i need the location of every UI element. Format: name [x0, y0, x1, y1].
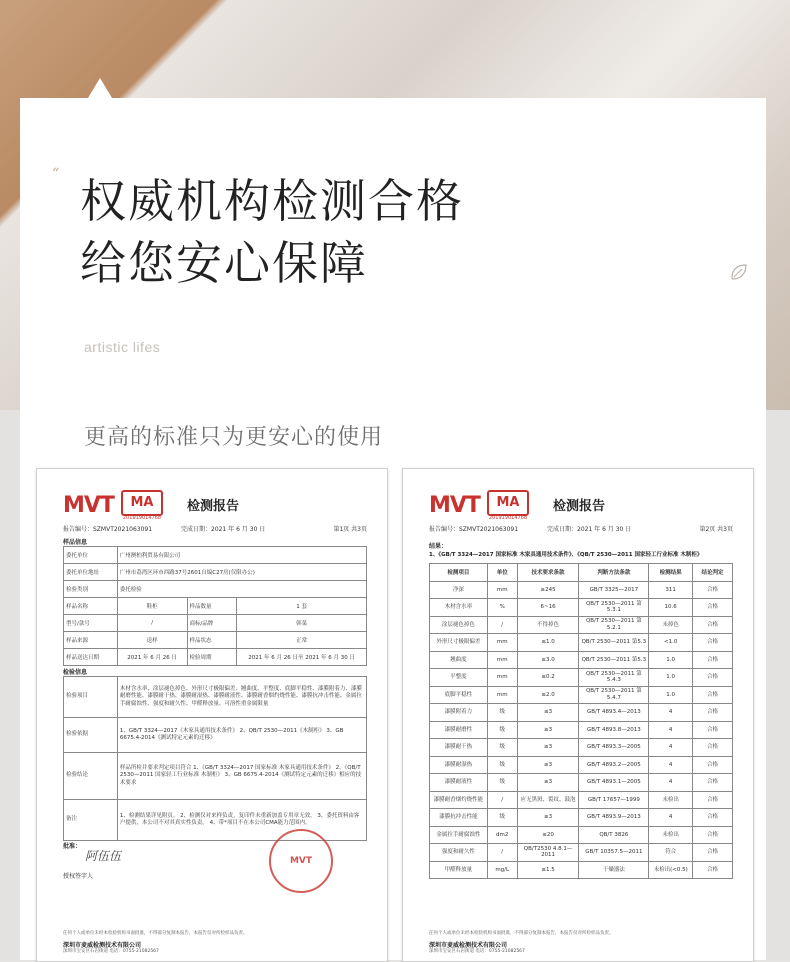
table-cell: / — [487, 616, 517, 634]
table-cell: 样品送达日期 — [64, 649, 118, 666]
table-row — [430, 686, 733, 704]
table-cell: mm — [487, 581, 517, 599]
table-cell: 单位 — [487, 564, 517, 582]
report-page: 第2页 共3页 — [699, 526, 733, 533]
table-cell: dm2 — [487, 826, 517, 844]
table-cell: 漆膜抗冲击性能 — [430, 809, 488, 827]
table-cell: 1.0 — [649, 651, 693, 669]
table-cell: 委托单位地址 — [64, 564, 118, 581]
table-cell: 干燥器法 — [579, 861, 649, 879]
table-cell: 合格 — [693, 651, 733, 669]
table-cell: 1.0 — [649, 686, 693, 704]
signature: 阿伍伍 — [85, 849, 122, 863]
table-cell: 金属拉手耐腐蚀性 — [430, 826, 488, 844]
table-cell: 未掉色 — [649, 616, 693, 634]
table-row — [64, 718, 367, 753]
table-cell: 4 — [649, 756, 693, 774]
table-cell: 1.0 — [649, 669, 693, 687]
table-cell: 合格 — [693, 599, 733, 617]
table-cell: 未检出 — [649, 826, 693, 844]
table-cell: GB/T 17657—1999 — [579, 791, 649, 809]
table-cell: ≤20 — [517, 826, 579, 844]
table-row — [430, 581, 733, 599]
table-row — [64, 649, 367, 666]
table-cell: ≥3 — [517, 774, 579, 792]
table-cell: 样品数量 — [187, 598, 237, 615]
table-row — [430, 739, 733, 757]
table-cell: ≤3 — [517, 704, 579, 722]
table-cell: ≥3 — [517, 809, 579, 827]
table-cell: QB/T 2530—2011 第5.4.7 — [579, 686, 649, 704]
table-cell: 合格 — [693, 739, 733, 757]
card-pointer — [88, 78, 112, 98]
report-number: 报告编号：SZMVT2021063091 — [429, 526, 519, 533]
table-cell: 样品来源 — [64, 632, 118, 649]
table-cell: mm — [487, 669, 517, 687]
table-cell: GB/T 4893.4—2013 — [579, 704, 649, 722]
signer-label: 授权签字人 — [63, 873, 94, 880]
table-cell: ≤1.0 — [517, 634, 579, 652]
table-row — [64, 615, 367, 632]
footer-note: 任何个人或单位未经本检验机构书面批准，不得部分复制本报告，本报告仅对所检样品负责。 — [429, 931, 614, 936]
table-cell: 委托单位 — [64, 547, 118, 564]
mvt-logo: MVT — [429, 493, 480, 518]
table-cell: 合格 — [693, 669, 733, 687]
results-table — [429, 563, 733, 879]
table-cell: <1.0 — [649, 634, 693, 652]
table-row — [430, 651, 733, 669]
table-cell: 检验类别 — [64, 581, 118, 598]
table-cell: 级 — [487, 704, 517, 722]
table-cell: GB/T 4893.9—2013 — [579, 809, 649, 827]
table-cell: 1、GB/T 3324—2017《木家具通用技术条件》 2、QB/T 2530—2011《木制柜》 3、GB 6675.4-2014《测试特定元素的迁移》 — [117, 718, 366, 753]
table-cell: 型号/款号 — [64, 615, 118, 632]
table-cell: 合格 — [693, 774, 733, 792]
table-cell: 检验项目 — [64, 677, 118, 718]
table-cell: GB/T 4893.8—2013 — [579, 721, 649, 739]
table-cell: 级 — [487, 809, 517, 827]
table-cell: 不得掉色 — [517, 616, 579, 634]
table-cell: 外形尺寸极限偏差 — [430, 634, 488, 652]
table-row — [430, 844, 733, 862]
table-cell: QB/T 3826 — [579, 826, 649, 844]
leaf-icon — [729, 262, 749, 282]
table-cell: ≤0.2 — [517, 669, 579, 687]
table-cell: ≤2.0 — [517, 686, 579, 704]
table-cell: 符合 — [649, 844, 693, 862]
table-cell: GB/T 4893.2—2005 — [579, 756, 649, 774]
table-cell: GB/T 3325—2017 — [579, 581, 649, 599]
table-row — [430, 861, 733, 879]
table-row — [430, 634, 733, 652]
official-seal: MVT — [269, 829, 333, 893]
table-cell: 正常 — [237, 632, 367, 649]
table-cell: 广州市荔湾区环市西路37号2601自编C27房(仅限办公) — [117, 564, 366, 581]
table-cell: 木材含水率、涂层褪色掉色、外形尺寸极限偏差、翘曲度、平整度、底脚平稳性、漆膜附着力、漆膜耐磨性能、漆膜耐干热、漆膜耐湿热、漆膜耐液性、漆膜耐香烟灼烧性能、漆膜抗冲击性能、金属拉手耐腐蚀性、强度和耐久性、甲醛释放量、可溶性重金属限量 — [117, 677, 366, 718]
report-number: 报告编号：SZMVT2021063091 — [63, 526, 153, 533]
report-title: 检测报告 — [187, 499, 240, 514]
report-page: 第1页 共3页 — [333, 526, 367, 533]
table-cell: 1、检测结果详见附页。 2、检测仅对来样负责，复印件未重新加盖专用章无效。 3、委托资料由客户提供，本公司不对其真实性负责。 4、带*项目不在本公司CMA能力范围内。 — [117, 800, 366, 841]
report-header — [429, 487, 733, 521]
table-row — [430, 826, 733, 844]
table-row — [430, 774, 733, 792]
quote-mark: “ — [52, 166, 60, 182]
table-cell: 合格 — [693, 616, 733, 634]
footer-address: 深圳市宝安区石岩街道 电话：0755-21082567 — [429, 949, 525, 954]
table-cell: ≥3 — [517, 739, 579, 757]
table-cell: ≤3.0 — [517, 651, 579, 669]
table-row — [430, 809, 733, 827]
table-cell: GB/T 4893.1—2005 — [579, 774, 649, 792]
table-cell: 4 — [649, 809, 693, 827]
table-cell: 漆膜耐香烟灼烧性能 — [430, 791, 488, 809]
approver-label: 批准： — [63, 843, 82, 850]
report-title: 检测报告 — [553, 499, 606, 514]
test-report-page-2 — [402, 468, 754, 962]
table-row — [430, 704, 733, 722]
table-row — [430, 669, 733, 687]
table-cell: GB/T 10357.5—2011 — [579, 844, 649, 862]
table-cell: 2021 年 6 月 26 日 — [117, 649, 187, 666]
table-cell: 甲醛释放量 — [430, 861, 488, 879]
table-cell: 4 — [649, 721, 693, 739]
table-cell: 检验结论 — [64, 753, 118, 800]
table-cell: 韩菜 — [237, 615, 367, 632]
table-cell: 送样 — [117, 632, 187, 649]
standards-line: 1、《GB/T 3324—2017 国家标准 木家具通用技术条件》、《QB/T 2530—2011 国家轻工行业标准 木制柜》 — [429, 552, 703, 558]
table-cell: 备注 — [64, 800, 118, 841]
table-cell: 级 — [487, 739, 517, 757]
table-cell: 未检出(<0.5) — [649, 861, 693, 879]
cma-number: 201919014768 — [122, 515, 162, 521]
table-cell: 1 套 — [237, 598, 367, 615]
table-cell: 漆膜耐干热 — [430, 739, 488, 757]
table-cell: 强度和耐久性 — [430, 844, 488, 862]
report-header — [63, 487, 367, 521]
table-row — [430, 756, 733, 774]
table-cell: 合格 — [693, 844, 733, 862]
tagline: artistic lifes — [84, 339, 161, 355]
table-cell: 木材含水率 — [430, 599, 488, 617]
table-cell: 漆膜耐湿热 — [430, 756, 488, 774]
table-cell: 广州澳柏利贸易有限公司 — [117, 547, 366, 564]
table-cell: 翘曲度 — [430, 651, 488, 669]
table-cell: mm — [487, 686, 517, 704]
table-cell: QB/T 2530—2011 第5.3 — [579, 651, 649, 669]
table-cell: GB/T 4893.3—2005 — [579, 739, 649, 757]
table-row — [64, 564, 367, 581]
table-row — [430, 599, 733, 617]
table-row — [64, 632, 367, 649]
table-cell: 合格 — [693, 686, 733, 704]
cma-number: 201919014768 — [488, 515, 528, 521]
table-cell: 样品名称 — [64, 598, 118, 615]
table-row — [430, 721, 733, 739]
table-cell: mg/L — [487, 861, 517, 879]
report-footer — [429, 931, 733, 955]
table-cell: 净深 — [430, 581, 488, 599]
footer-note: 任何个人或单位未经本检验机构书面批准，不得部分复制本报告，本报告仅对所检样品负责。 — [63, 931, 248, 936]
report-footer — [63, 931, 367, 955]
table-cell: 4 — [649, 774, 693, 792]
table-cell: 级 — [487, 721, 517, 739]
table-cell: 4 — [649, 739, 693, 757]
table-cell: 漆膜耐液性 — [430, 774, 488, 792]
table-cell: / — [487, 791, 517, 809]
table-cell: 合格 — [693, 634, 733, 652]
table-cell: 样品所检并要求判定项目符合 1、《GB/T 3324—2017 国家标准 木家具通用技术条件》 2、《QB/T 2530—2011 国家轻工行业标准 木制柜》 3、GB 6675.4-2014《测试特定元素的迁移》相应的技术要求 — [117, 753, 366, 800]
table-cell: 应无黑斑、裂纹、鼓泡 — [517, 791, 579, 809]
table-cell: 合格 — [693, 756, 733, 774]
table-cell: QB/T 2530—2011 第5.2.1 — [579, 616, 649, 634]
table-cell: 漆膜附着力 — [430, 704, 488, 722]
table-cell: 合格 — [693, 721, 733, 739]
table-cell: 级 — [487, 756, 517, 774]
table-cell: QB/T 2530—2011 第5.3 — [579, 634, 649, 652]
table-cell: 合格 — [693, 809, 733, 827]
table-cell: 判断方法条款 — [579, 564, 649, 582]
table-cell: 检测结果 — [649, 564, 693, 582]
table-cell: ≥3 — [517, 721, 579, 739]
cma-logo: MA — [121, 490, 163, 516]
hero-title — [80, 170, 464, 294]
hero-title-line2: 给您安心保障 — [80, 232, 368, 294]
table-cell: 检验周期 — [187, 649, 237, 666]
table-cell: % — [487, 599, 517, 617]
table-cell: 合格 — [693, 826, 733, 844]
test-report-page-1 — [36, 468, 388, 962]
table-cell: 合格 — [693, 861, 733, 879]
hero-title-line1: 权威机构检测合格 — [80, 174, 464, 228]
table-cell: 6~16 — [517, 599, 579, 617]
table-cell: 4 — [649, 704, 693, 722]
report-date: 完成日期：2021 年 6 月 30 日 — [181, 526, 266, 533]
table-cell: 合格 — [693, 704, 733, 722]
table-cell: 合格 — [693, 791, 733, 809]
sample-info-table — [63, 546, 367, 666]
table-cell: QB/T2530 4.8.1—2011 — [517, 844, 579, 862]
table-row — [430, 791, 733, 809]
table-cell: 鞋柜 — [117, 598, 187, 615]
table-cell: / — [487, 844, 517, 862]
table-cell: ≥3 — [517, 756, 579, 774]
inspect-section-title: 检验信息 — [63, 669, 88, 676]
table-cell: mm — [487, 651, 517, 669]
footer-company: 深圳市麦威检测技术有限公司 — [429, 942, 508, 949]
table-row — [64, 598, 367, 615]
table-cell: 技术要求条款 — [517, 564, 579, 582]
inspect-info-table — [63, 676, 367, 841]
table-cell: QB/T 2530—2011 第5.4.3 — [579, 669, 649, 687]
table-cell: ≤1.5 — [517, 861, 579, 879]
sample-section-title: 样品信息 — [63, 539, 88, 546]
table-cell: 结论判定 — [693, 564, 733, 582]
cma-logo: MA — [487, 490, 529, 516]
table-row — [64, 753, 367, 800]
table-row — [64, 800, 367, 841]
table-cell: 2021 年 6 月 26 日至 2021 年 6 月 30 日 — [237, 649, 367, 666]
table-row — [64, 547, 367, 564]
section-subtitle: 更高的标准只为更安心的使用 — [84, 425, 384, 450]
table-cell: 样品状态 — [187, 632, 237, 649]
table-cell: 底脚平稳性 — [430, 686, 488, 704]
table-cell: ≥245 — [517, 581, 579, 599]
table-cell: 311 — [649, 581, 693, 599]
table-cell: 检验依据 — [64, 718, 118, 753]
footer-company: 深圳市麦威检测技术有限公司 — [63, 942, 142, 949]
table-cell: 10.6 — [649, 599, 693, 617]
table-cell: 未检出 — [649, 791, 693, 809]
table-row — [430, 616, 733, 634]
table-cell: 涂层褪色掉色 — [430, 616, 488, 634]
table-cell: 委托检验 — [117, 581, 366, 598]
footer-address: 深圳市宝安区石岩街道 电话：0755-21082567 — [63, 949, 159, 954]
table-cell: 漆膜耐磨性 — [430, 721, 488, 739]
table-cell: 检测项目 — [430, 564, 488, 582]
result-label: 结果： — [429, 543, 448, 550]
table-cell: 平整度 — [430, 669, 488, 687]
mvt-logo: MVT — [63, 493, 114, 518]
table-cell: mm — [487, 634, 517, 652]
table-cell: 合格 — [693, 581, 733, 599]
table-cell: / — [117, 615, 187, 632]
table-cell: 级 — [487, 774, 517, 792]
table-row — [64, 677, 367, 718]
table-cell: QB/T 2530—2011 第5.3.1 — [579, 599, 649, 617]
report-date: 完成日期：2021 年 6 月 30 日 — [547, 526, 632, 533]
table-cell: 商标/品牌 — [187, 615, 237, 632]
table-row — [64, 581, 367, 598]
